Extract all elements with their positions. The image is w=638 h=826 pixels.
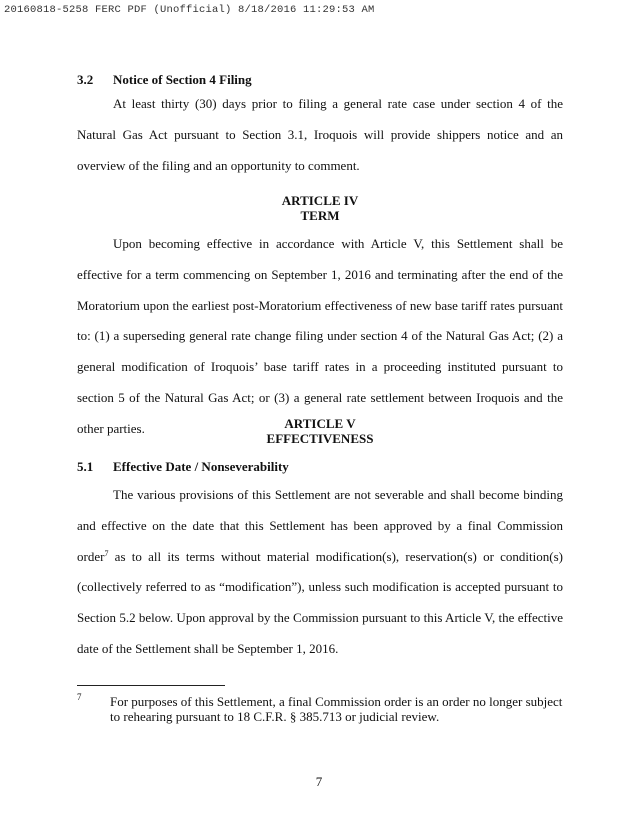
footnote-text: For purposes of this Settlement, a final Commission order is an order no longer subject to rehearing pursuant to 18 C.F.R. § 385.713 or judicial review. [110, 694, 563, 724]
article-iv-heading [77, 193, 563, 223]
section-5-1-heading [77, 459, 289, 475]
article-iv-paragraph: Upon becoming effective in accordance with Article V, this Settlement shall be effective for a term commencing on September 1, 2016 and terminating after the end of the Moratorium upon the earliest post-Moratorium effectiveness of new base tariff rates pursuant to: (1) a superseding general rate change filing under section 4 of the Natural Gas Act; (2) a general modification of Iroquois’ base tariff rates in a proceeding instituted pursuant to section 5 of the Natural Gas Act; or (3) a general rate settlement between Iroquois and the other parties. [77, 236, 563, 436]
article-number: ARTICLE V [284, 416, 356, 431]
section-5-1-paragraph [77, 480, 563, 665]
section-title: Notice of Section 4 Filing [113, 72, 252, 87]
ferc-header-stamp: 20160818-5258 FERC PDF (Unofficial) 8/18/2016 11:29:53 AM [4, 4, 375, 16]
article-title: TERM [300, 208, 340, 223]
page-number: 7 [315, 774, 323, 789]
section-3-2-heading [77, 72, 252, 88]
footnote-divider [77, 685, 225, 686]
paragraph-text-part-1: The various provisions of this Settlement are not severable and shall become binding and effective on the date that this Settlement has been approved by a final Commission order [77, 487, 563, 564]
article-title: EFFECTIVENESS [266, 431, 374, 446]
section-number: 3.2 [77, 72, 94, 87]
footnote-number: 7 [77, 692, 82, 702]
section-number: 5.1 [77, 459, 94, 474]
footnote-reference: 7 [104, 548, 109, 558]
section-3-2-paragraph: At least thirty (30) days prior to filing a general rate case under section 4 of the Natural Gas Act pursuant to Section 3.1, Iroquois will provide shippers notice and an overview of the filing and an opportunity to comment. [77, 96, 563, 173]
section-title: Effective Date / Nonseverability [113, 459, 289, 474]
paragraph-text-part-2: as to all its terms without material modification(s), reservation(s) or condition(s) (collectively referred to as “modification”), unless such modification is accepted pursuant to Section 5.2 below. Upon approval by the Commission pursuant to this Article V, the effective date of the Settlement shall be September 1, 2016. [77, 548, 563, 656]
article-number: ARTICLE IV [281, 193, 359, 208]
article-v-heading [77, 416, 563, 446]
